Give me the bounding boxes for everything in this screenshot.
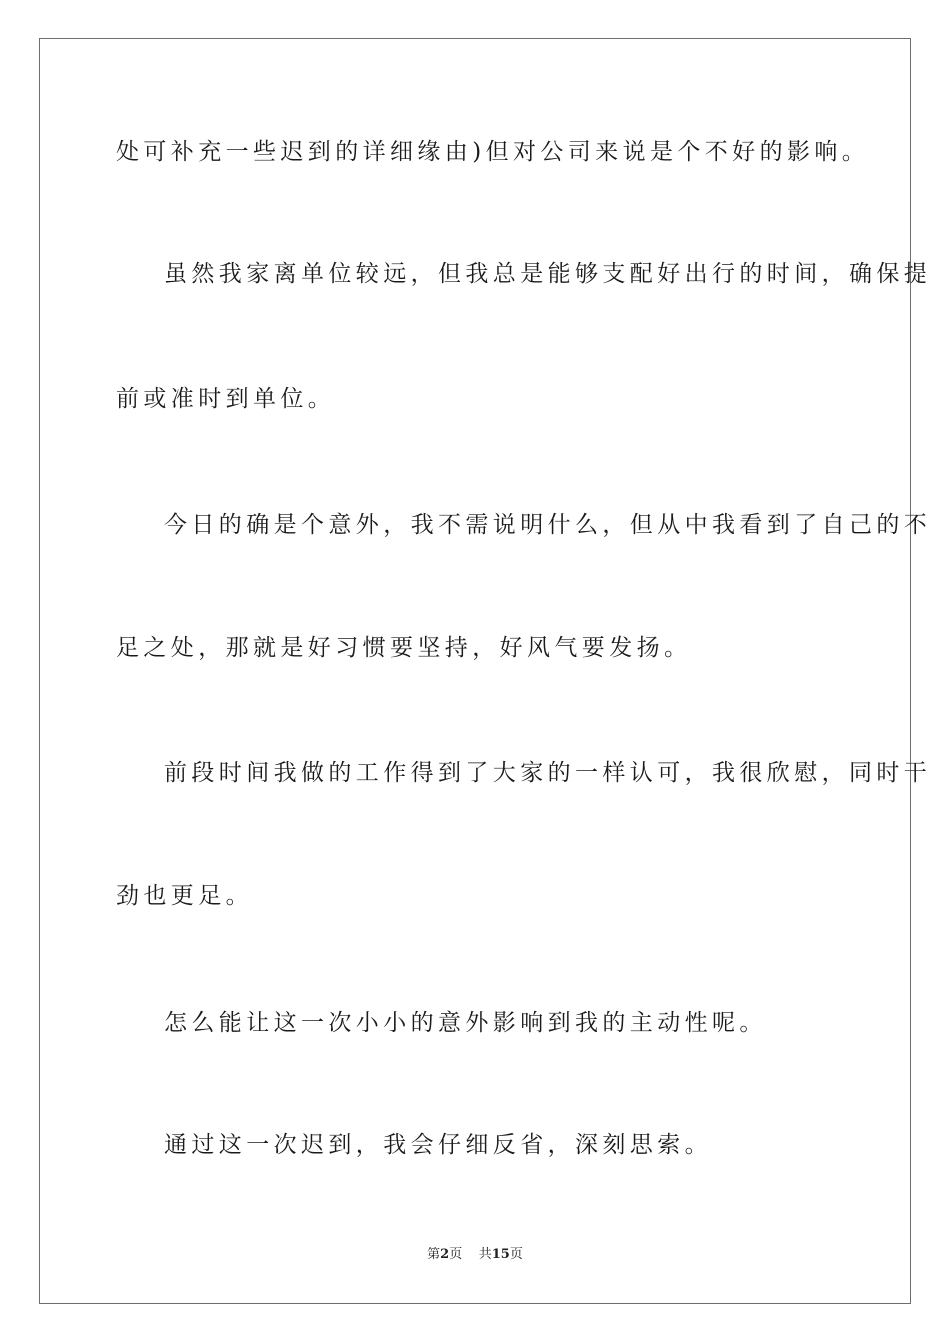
paragraph-line: 通过这一次迟到，我会仔细反省，深刻思索。 — [164, 1132, 712, 1158]
total-suffix: 页 — [509, 1247, 523, 1262]
paragraph-line: 前或准时到单位。 — [116, 386, 336, 412]
paragraph-line: 劲也更足。 — [116, 883, 253, 909]
paragraph-line: 虽然我家离单位较远，但我总是能够支配好出行的时间，确保提 — [164, 261, 932, 287]
total-prefix: 共 — [478, 1247, 492, 1262]
paragraph-line: 今日的确是个意外，我不需说明什么，但从中我看到了自己的不 — [164, 512, 932, 538]
page-prefix: 第 — [427, 1247, 441, 1262]
paragraph-line: 足之处，那就是好习惯要坚持，好风气要发扬。 — [116, 635, 692, 661]
page-suffix: 页 — [449, 1247, 463, 1262]
paragraph-line: 前段时间我做的工作得到了大家的一样认可，我很欣慰，同时干 — [164, 760, 932, 786]
total-pages: 15 — [491, 1247, 510, 1262]
paragraph-line: 处可补充一些迟到的详细缘由)但对公司来说是个不好的影响。 — [116, 139, 870, 165]
paragraph-line: 怎么能让这一次小小的意外影响到我的主动性呢。 — [164, 1010, 767, 1036]
page-border — [39, 38, 911, 1304]
page-number: 2 — [440, 1247, 450, 1262]
page-footer — [0, 1246, 950, 1264]
